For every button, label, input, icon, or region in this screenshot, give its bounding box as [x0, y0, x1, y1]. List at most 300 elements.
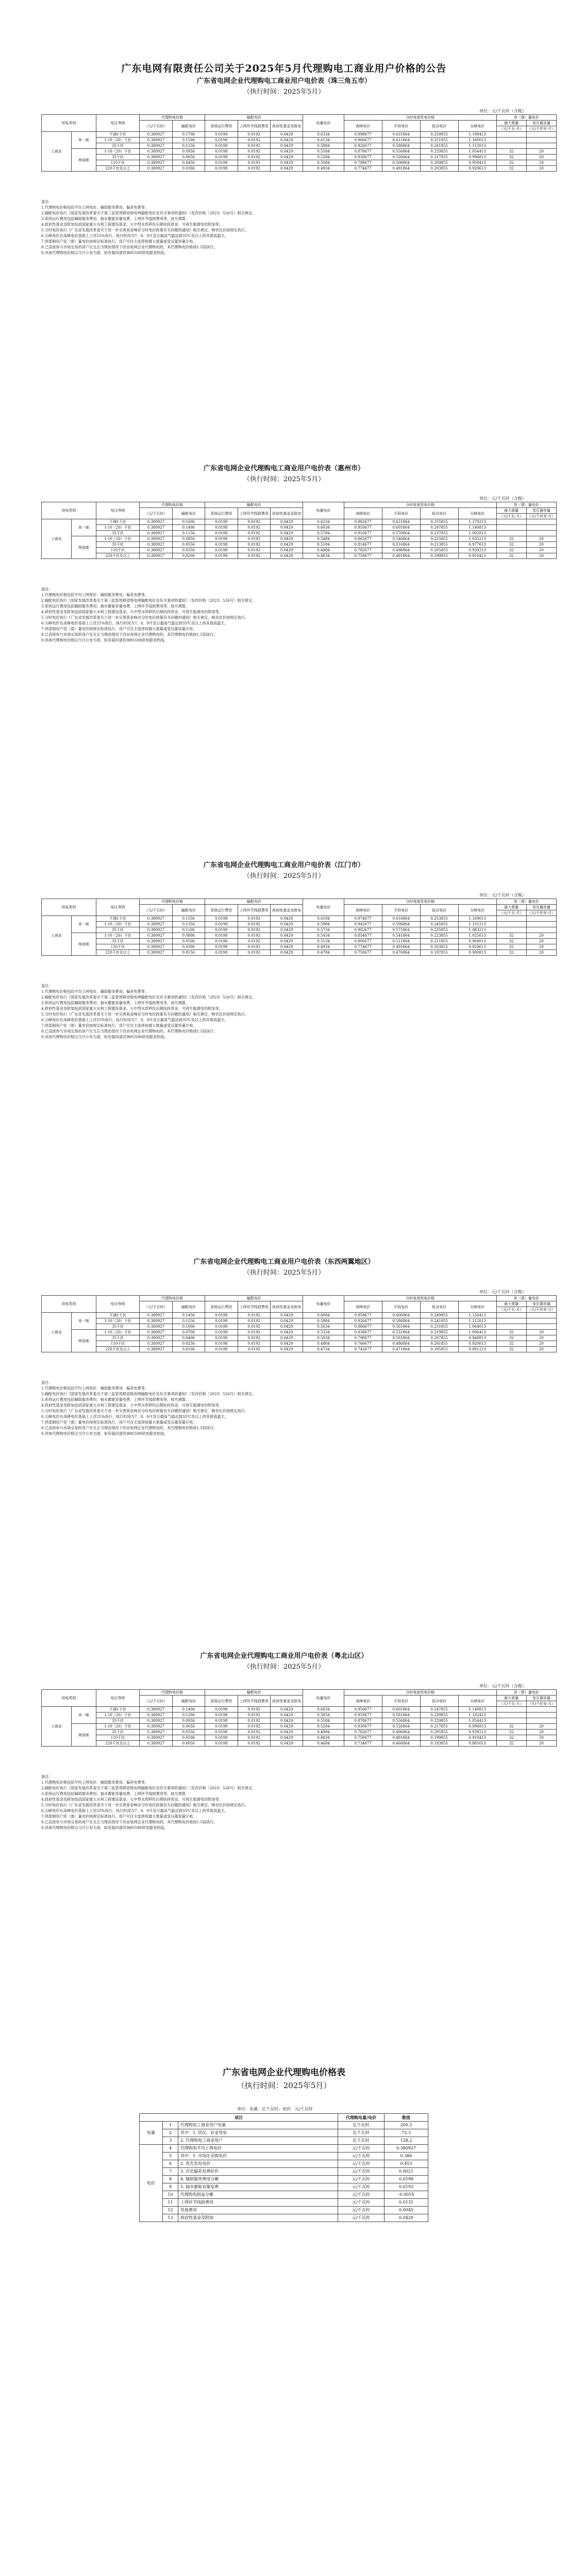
price-cell: 0.0429	[270, 542, 303, 548]
col-header: 平段电价	[382, 508, 420, 519]
price-cell: 0.910413	[458, 1735, 496, 1741]
price-cell	[526, 525, 556, 531]
price-cell: 0.0306	[172, 944, 205, 950]
unit-cell: 亿千瓦时	[338, 2137, 385, 2145]
price-cell: 20	[526, 166, 556, 172]
price-cell: 0.526864	[382, 155, 420, 160]
price-cell: 0.486864	[382, 1341, 420, 1347]
price-cell: 0.5034	[303, 1335, 344, 1341]
table-row	[42, 132, 557, 138]
col-header: 尖峰电价	[458, 905, 496, 916]
price-cell: 0.5584	[303, 1718, 344, 1724]
voltage-cell: 35千伏	[96, 927, 140, 933]
price-cell: 0.5884	[303, 143, 344, 149]
price-cell: 0.0198	[205, 1324, 238, 1330]
note-line: 2.输配电价执行《国家发展改革委关于第三监管周期省级电网输配电价及有关事项的通知》（发改价格〔2023〕526号）相关规定。	[41, 1786, 256, 1790]
summary-table	[139, 2113, 428, 2222]
price-cell: 0.5984	[303, 922, 344, 927]
col-header: （元/千伏安·月）	[526, 514, 556, 519]
price-cell: 20	[526, 1724, 556, 1730]
voltage-cell: 220千伏及以上	[96, 950, 140, 956]
price-cell: 32	[496, 155, 526, 160]
price-cell: 0.942677	[344, 922, 382, 927]
price-cell: 0.606864	[382, 1313, 420, 1318]
price-cell: 0.1556	[172, 916, 205, 922]
table-row	[140, 2129, 428, 2137]
section-header	[0, 860, 568, 882]
item-cell: 其中：1. 居民、农业用电	[178, 2129, 338, 2137]
note-line: 4.政府性基金及附加包括国家重大水利工程建设基金、大中型水库移民后期扶持资金、可再生能源电价附加等。	[41, 1797, 223, 1802]
price-cell: 20	[526, 155, 556, 160]
row-number: 7	[163, 2168, 178, 2176]
price-cell: 0.0506	[172, 939, 205, 944]
price-cell: 0.6034	[303, 1707, 344, 1713]
col-header: 最大需量	[496, 121, 526, 126]
col-header: 用电类别	[42, 1296, 96, 1313]
col-header: 系统运行费用	[205, 508, 238, 519]
col-header: 尖峰电价	[458, 1301, 496, 1313]
price-cell: 0.0198	[205, 519, 238, 525]
price-cell: 0.380927	[140, 553, 172, 559]
section-title: 广东省电网企业代理购电工商业用户电价表（珠三角五市）	[196, 77, 371, 85]
price-cell: 0.231855	[420, 1324, 458, 1330]
col-header: 电量电价	[303, 1296, 344, 1313]
price-cell: 0.0192	[238, 933, 270, 939]
price-cell: 0.601864	[382, 525, 420, 531]
price-cell: 1.198413	[458, 132, 496, 138]
price-cell: 0.199855	[420, 1735, 458, 1741]
col-header: 变压器容量	[526, 508, 556, 514]
price-cell: 0.491864	[382, 166, 420, 172]
price-cell: 0.774677	[344, 944, 382, 950]
table-row	[42, 542, 557, 548]
note-line: 1.代理购电价格包括平均上网电价、辅助服务费用、偏差电费等。	[41, 1780, 149, 1785]
price-cell: 0.0429	[270, 525, 303, 531]
col-header: 电量电价	[303, 1690, 344, 1707]
price-cell: 32	[496, 536, 526, 542]
price-cell: 0.249855	[420, 1313, 458, 1318]
price-cell: 0.0192	[238, 950, 270, 956]
table-row	[140, 2207, 428, 2214]
price-cell: 0.229855	[420, 149, 458, 155]
price-cell: 20	[526, 1335, 556, 1341]
price-cell: 0.0429	[270, 1730, 303, 1735]
notes-block	[41, 1774, 557, 1831]
item-cell: 2. 代理购电工商业用户	[178, 2137, 338, 2145]
price-cell: 0.977613	[458, 542, 496, 548]
price-cell	[496, 1318, 526, 1324]
price-cell: 0.4934	[303, 166, 344, 172]
unit-cell: 元/千瓦时	[338, 2207, 385, 2214]
price-cell: 0.5834	[303, 1713, 344, 1718]
price-cell: 0.1506	[172, 138, 205, 143]
price-cell	[526, 132, 556, 138]
price-cell: 0.0156	[172, 950, 205, 956]
price-cell: 0.0429	[270, 1324, 303, 1330]
item-cell: 代理购电损益分摊	[178, 2191, 338, 2199]
col-header: 最大需量	[496, 1301, 526, 1307]
price-cell: 0.4734	[303, 1347, 344, 1352]
price-cell: 0.0198	[205, 138, 238, 143]
price-cell: 0.939213	[458, 548, 496, 553]
voltage-cell: 1-10（20）千伏	[96, 1724, 140, 1730]
voltage-cell: 35千伏	[96, 531, 140, 536]
table-row	[42, 1707, 557, 1713]
price-cell: 0.253855	[420, 916, 458, 922]
price-cell: 0.207855	[420, 1335, 458, 1341]
col-header: 分时电度用电价格	[344, 502, 496, 508]
group-cell: 电价	[140, 2145, 163, 2222]
unit-cell: 元/千瓦时	[338, 2176, 385, 2183]
price-cell: 0.1356	[172, 922, 205, 927]
value-cell: 0.0021	[385, 2168, 428, 2176]
price-cell: 0.0706	[172, 1330, 205, 1335]
pricing-type-cell: 两部制	[72, 933, 96, 956]
price-cell: 1.083213	[458, 927, 496, 933]
voltage-cell: 220千伏及以上	[96, 166, 140, 172]
price-cell: 20	[526, 553, 556, 559]
price-cell: 20	[526, 1741, 556, 1747]
row-number: 11	[163, 2199, 178, 2207]
table-row	[42, 950, 557, 956]
note-line: 1.代理购电价格包括平均上网电价、辅助服务费用、偏差电费等。	[41, 205, 149, 210]
note-line: 4.政府性基金及附加包括国家重大水利工程建设基金、大中型水库移民后期扶持资金、可再生能源电价附加等。	[41, 1006, 223, 1011]
table-row	[42, 1724, 557, 1730]
price-cell: 0.601864	[382, 1707, 420, 1713]
table-row	[42, 138, 557, 143]
price-cell: 0.241855	[420, 143, 458, 149]
price-cell: 0.380927	[140, 531, 172, 536]
col-header: 政府性基金及附加	[270, 1301, 303, 1313]
col-header: （元/千瓦·月）	[496, 1307, 526, 1313]
price-cell: 0.380927	[140, 132, 172, 138]
price-cell: 0.0192	[238, 927, 270, 933]
col-header: 最大需量	[496, 1696, 526, 1701]
note-line: 9.具体代理购电价格以当月公布为准，如有疑问请咨询95598供电服务热线。	[41, 1431, 168, 1436]
col-header: 输配电价	[172, 1301, 205, 1313]
col-header: 容（需）量电价	[496, 1296, 556, 1301]
price-cell: 0.1206	[172, 1713, 205, 1718]
price-cell: 0.0198	[205, 166, 238, 172]
price-cell: 0.0198	[205, 1735, 238, 1741]
price-cell: 0.0429	[270, 160, 303, 166]
price-cell: 0.6234	[303, 519, 344, 525]
note-line: 5.分时电价执行《广东省发展改革委关于进一步完善我省峰谷分时电价政策有关问题的通知》相关规定，峰谷比价按规定执行。	[41, 1409, 249, 1413]
price-cell: 0.4884	[303, 1341, 344, 1347]
pricing-type-cell: 单一制	[72, 1313, 96, 1330]
price-cell: 0.0429	[270, 132, 303, 138]
col-header: 变压器容量	[526, 1301, 556, 1307]
price-cell: 0.4784	[303, 950, 344, 956]
note-line: 6.尖峰电价在高峰电价基础上上浮25%执行，执行时间为7、8、9月及日最高气温达到35℃及以上的其他高温天。	[41, 1808, 228, 1813]
col-header: 低谷电价	[420, 121, 458, 132]
price-cell: 0.0192	[238, 160, 270, 166]
col-header: 分时电度用电价格	[344, 1690, 496, 1696]
unit-note: 单位：元/千瓦时（含税）	[479, 893, 526, 897]
price-cell: 0.0198	[205, 536, 238, 542]
note-line: 7.两部制用户容（需）量电价按规定标准执行，用户可自主选择按最大需量或变压器容量计收。	[41, 1814, 197, 1819]
price-cell	[526, 531, 556, 536]
row-number: 13	[163, 2214, 178, 2222]
price-cell: 0.0192	[238, 149, 270, 155]
row-number: 5	[163, 2153, 178, 2160]
price-cell: 0.501864	[382, 1335, 420, 1341]
voltage-cell: 110千伏	[96, 1735, 140, 1741]
col-header: 输配电价	[172, 508, 205, 519]
price-cell: 0.203855	[420, 166, 458, 172]
price-cell: 0.734677	[344, 1741, 382, 1747]
item-cell: 政府性基金及附加	[178, 2214, 338, 2222]
table-row	[42, 1347, 557, 1352]
price-cell: 0.4984	[303, 1730, 344, 1735]
price-cell: 0.0056	[172, 1741, 205, 1747]
value-cell: 200.5	[385, 2122, 428, 2129]
price-cell: 32	[496, 1341, 526, 1347]
price-cell: 0.471864	[382, 1347, 420, 1352]
price-cell: 0.225855	[420, 536, 458, 542]
price-cell: 0.380927	[140, 1318, 172, 1324]
col-header: 尖峰电价	[458, 121, 496, 132]
price-cell: 0.0429	[270, 1330, 303, 1335]
price-cell: 1.054413	[458, 149, 496, 155]
col-header: 分时电度用电价格	[344, 115, 496, 121]
value-cell: 72.3	[385, 2129, 428, 2137]
row-number: 8	[163, 2176, 178, 2183]
price-cell: 0.878677	[344, 1718, 382, 1724]
price-cell: 0.616864	[382, 916, 420, 922]
price-cell	[496, 525, 526, 531]
voltage-cell: 不满1千伏	[96, 519, 140, 525]
price-cell: 20	[526, 944, 556, 950]
price-cell: 0.0429	[270, 1341, 303, 1347]
price-cell: 20	[526, 1341, 556, 1347]
price-cell: 0.380927	[140, 138, 172, 143]
col-header: （元/千瓦·月）	[496, 514, 526, 519]
price-cell: 0.854677	[344, 933, 382, 939]
price-cell: 0.203855	[420, 944, 458, 950]
note-line: 6.尖峰电价在高峰电价基础上上浮25%执行，执行时间为7、8、9月及日最高气温达到35℃及以上的其他高温天。	[41, 233, 228, 238]
unit-cell: 元/千瓦时	[338, 2191, 385, 2199]
voltage-cell: 不满1千伏	[96, 1313, 140, 1318]
price-cell	[496, 138, 526, 143]
price-cell: 0.556864	[382, 1718, 420, 1724]
price-cell: 1.150413	[458, 1313, 496, 1318]
price-cell: 0.929613	[458, 944, 496, 950]
price-cell: 0.0198	[205, 1347, 238, 1352]
price-cell: 0.750677	[344, 950, 382, 956]
price-cell: 1.035213	[458, 536, 496, 542]
price-cell: 0.0198	[205, 155, 238, 160]
col-header: 电压等级	[96, 899, 140, 916]
price-cell	[526, 1324, 556, 1330]
region-class-cell: 工商业	[42, 519, 72, 559]
col-header: 尖峰电价	[458, 1696, 496, 1707]
col-header: 电量电价	[303, 899, 344, 916]
price-cell: 32	[496, 950, 526, 956]
price-cell: 0.958677	[344, 1313, 382, 1318]
price-cell	[526, 519, 556, 525]
price-cell	[496, 519, 526, 525]
price-cell: 0.476864	[382, 950, 420, 956]
col-header: 低谷电价	[420, 1696, 458, 1707]
col-header: （元/千瓦·月）	[496, 1701, 526, 1707]
value-cell: -0.0018	[385, 2191, 428, 2199]
price-cell: 0.380927	[140, 525, 172, 531]
col-header: 容（需）量电价	[496, 115, 556, 121]
price-cell	[526, 1713, 556, 1718]
price-cell: 0.996813	[458, 1724, 496, 1730]
note-line: 7.两部制用户容（需）量电价按规定标准执行，用户可自主选择按最大需量或变压器容量计收。	[41, 1420, 197, 1425]
col-header: （元/千瓦·月）	[496, 126, 526, 132]
item-cell: 代理购电平均上网电价	[178, 2145, 338, 2153]
price-cell: 0.380927	[140, 1735, 172, 1741]
price-cell	[496, 132, 526, 138]
price-cell: 0.0192	[238, 519, 270, 525]
section-title: 广东省电网企业代理购电工商业用户电价表（惠州市）	[203, 465, 364, 472]
price-cell: 0.0429	[270, 1335, 303, 1341]
price-cell	[526, 922, 556, 927]
voltage-cell: 35千伏	[96, 939, 140, 944]
note-line: 4.政府性基金及附加包括国家重大水利工程建设基金、大中型水库移民后期扶持资金、可再生能源电价附加等。	[41, 609, 223, 614]
price-cell: 1.112013	[458, 1318, 496, 1324]
price-cell: 0.996813	[458, 155, 496, 160]
col-header: 电压等级	[96, 1296, 140, 1313]
col-header: 变压器容量	[526, 905, 556, 910]
col-header: 项目	[140, 2114, 338, 2122]
price-cell: 1.140813	[458, 525, 496, 531]
col-header: 平段电价	[382, 905, 420, 916]
price-cell: 0.758677	[344, 553, 382, 559]
price-cell: 0.380927	[140, 927, 172, 933]
price-cell: 0.0429	[270, 548, 303, 553]
price-cell: 32	[496, 166, 526, 172]
price-cell: 0.0192	[238, 525, 270, 531]
notes-title: 备注：	[41, 199, 53, 204]
note-line: 2.输配电价执行《国家发展改革委关于第三监管周期省级电网输配电价及有关事项的通知》（发改价格〔2023〕526号）相关规定。	[41, 598, 256, 603]
price-cell: 0.0429	[270, 1318, 303, 1324]
unit-note: 单位：元/千瓦时（含税）	[479, 496, 526, 501]
col-header: 上网环节线损费用	[238, 508, 270, 519]
price-cell: 0.531864	[382, 1330, 420, 1335]
price-cell: 0.0429	[270, 1347, 303, 1352]
price-cell: 1.054413	[458, 1718, 496, 1724]
price-cell: 0.0356	[172, 548, 205, 553]
price-cell: 0.380927	[140, 1713, 172, 1718]
price-cell: 0.0192	[238, 1741, 270, 1747]
col-header: 最大需量	[496, 508, 526, 514]
price-cell	[496, 916, 526, 922]
note-line: 5.分时电价执行《广东省发展改革委关于进一步完善我省峰谷分时电价政策有关问题的通知》相关规定，峰谷比价按规定执行。	[41, 1803, 249, 1807]
price-cell: 0.0656	[172, 155, 205, 160]
table-row	[42, 1735, 557, 1741]
col-header: 电量电价	[303, 502, 344, 519]
price-cell: 0.6184	[303, 916, 344, 922]
price-cell: 0.0198	[205, 531, 238, 536]
price-cell: 0.939213	[458, 1730, 496, 1735]
voltage-cell: 35千伏	[96, 143, 140, 149]
note-line: 1.代理购电价格包括平均上网电价、辅助服务费用、偏差电费等。	[41, 989, 149, 994]
col-header: 低谷电价	[420, 905, 458, 916]
price-cell: 20	[526, 950, 556, 956]
voltage-cell: 35千伏	[96, 1335, 140, 1341]
price-cell: 0.0192	[238, 944, 270, 950]
price-cell: 0.516864	[382, 542, 420, 548]
col-header: 数值	[385, 2114, 428, 2122]
section-header	[0, 1257, 568, 1279]
section-header	[0, 464, 568, 485]
price-cell: 0.0429	[270, 149, 303, 155]
col-header: 用电类别	[42, 115, 96, 132]
table-row	[140, 2160, 428, 2168]
voltage-cell: 110千伏	[96, 944, 140, 950]
price-cell: 0.830677	[344, 1724, 382, 1730]
price-cell: 0.0556	[172, 542, 205, 548]
price-cell: 1.064013	[458, 1324, 496, 1330]
price-cell	[496, 1707, 526, 1713]
col-header: 用电类别	[42, 899, 96, 916]
price-cell: 0.193855	[420, 1741, 458, 1747]
col-header: 输配电价	[205, 1690, 303, 1696]
col-header: 输配电价	[205, 502, 303, 508]
price-cell: 0.0656	[172, 1724, 205, 1730]
price-cell: 0.0429	[270, 166, 303, 172]
price-cell: 0.798677	[344, 160, 382, 166]
row-number: 2	[163, 2129, 178, 2137]
price-cell: 0.0192	[238, 542, 270, 548]
price-cell: 0.380927	[140, 149, 172, 155]
price-cell: 0.0192	[238, 1341, 270, 1347]
price-cell: 0.239855	[420, 1713, 458, 1718]
note-line: 9.具体代理购电价格以当月公布为准，如有疑问请咨询95598供电服务热线。	[41, 1035, 168, 1039]
price-cell: 0.774677	[344, 166, 382, 172]
price-cell: 0.380927	[140, 1335, 172, 1341]
summary-title: 广东省电网企业代理购电价格表	[223, 2067, 345, 2078]
item-cell: 4. 辅助服务费用分摊	[178, 2176, 338, 2183]
price-cell: 0.4934	[303, 944, 344, 950]
voltage-cell: 不满1千伏	[96, 1707, 140, 1713]
unit-cell: 亿千瓦时	[338, 2122, 385, 2129]
price-cell: 0.380927	[140, 916, 172, 922]
price-cell: 0.0206	[172, 553, 205, 559]
price-cell: 0.0198	[205, 1718, 238, 1724]
voltage-cell: 1-10（20）千伏	[96, 149, 140, 155]
price-cell: 0.0198	[205, 1707, 238, 1713]
price-cell: 0.1406	[172, 1707, 205, 1713]
price-cell: 0.247855	[420, 1707, 458, 1713]
price-cell: 0.0198	[205, 553, 238, 559]
price-cell: 0.891213	[458, 1347, 496, 1352]
table-row	[42, 166, 557, 172]
price-cell: 32	[496, 1347, 526, 1352]
price-cell: 0.581864	[382, 1713, 420, 1718]
price-cell: 0.0198	[205, 1741, 238, 1747]
table-row	[140, 2145, 428, 2153]
section-header	[0, 1651, 568, 1673]
price-cell: 32	[496, 553, 526, 559]
price-cell: 0.1406	[172, 525, 205, 531]
price-cell: 0.0192	[238, 155, 270, 160]
price-cell: 0.546864	[382, 536, 420, 542]
price-cell: 0.0192	[238, 1318, 270, 1324]
table-row	[42, 944, 557, 950]
col-header: （元/千伏安·月）	[526, 910, 556, 916]
value-cell: 128.2	[385, 2137, 428, 2145]
note-line: 9.具体代理购电价格以当月公布为准，如有疑问请咨询95598供电服务热线。	[41, 638, 168, 642]
note-line: 8.已直接参与市场交易的用户在无正当理由情况下改由电网企业代理购电的，其代理购电价格按1.5倍执行。	[41, 1820, 218, 1824]
note-line: 8.已直接参与市场交易的用户在无正当理由情况下改由电网企业代理购电的，其代理购电价格按1.5倍执行。	[41, 632, 218, 637]
col-header: 系统运行费用	[205, 1696, 238, 1707]
price-cell: 0.380927	[140, 1330, 172, 1335]
